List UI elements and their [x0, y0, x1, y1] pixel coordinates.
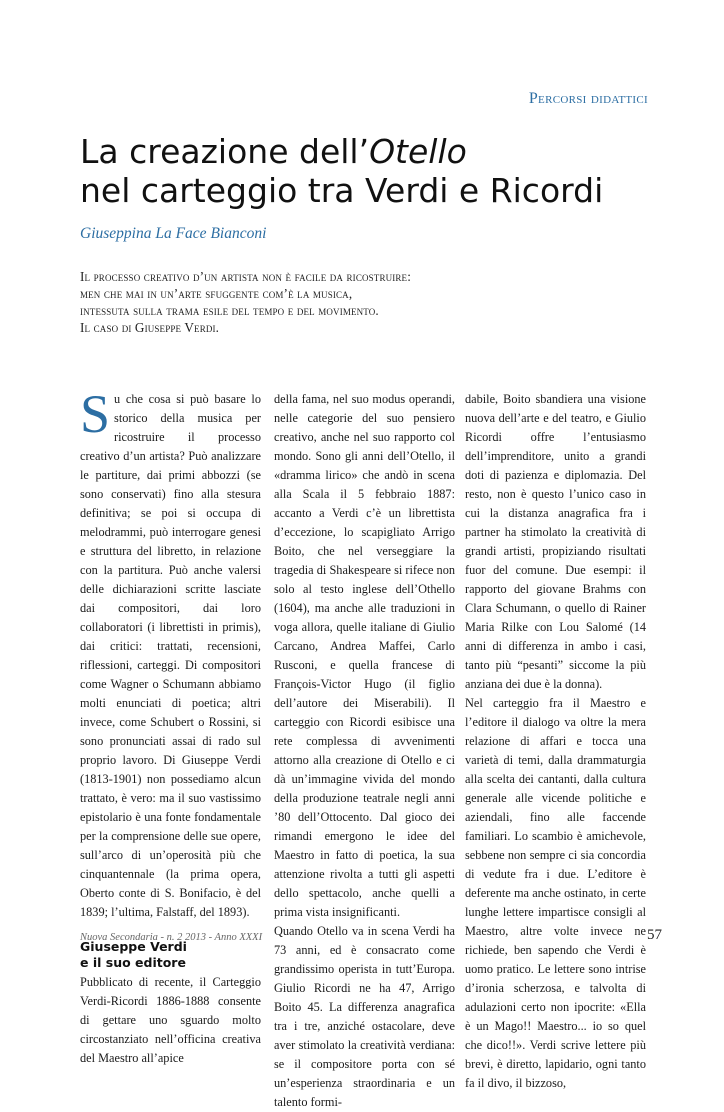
abstract — [80, 268, 480, 336]
author-name: Giuseppina La Face Bianconi — [80, 225, 267, 242]
abstract-line: Il processo creativo d’un artista non è facile da ricostruire: — [80, 269, 412, 284]
title-line1-italic: Otello — [369, 132, 467, 171]
paragraph — [80, 384, 261, 922]
section-heading-line: e il suo editore — [80, 955, 186, 970]
abstract-line: Il caso di Giuseppe Verdi. — [80, 320, 220, 335]
paragraph-text: u che cosa si può basare lo storico della musica per ricostruire il processo creativo d’un artista? Può analizzare le partiture, dai primi abbozzi (se sono conservati) fino alla stesura definitiva; se poi si occupa di melodrammi, può interrogare genesi e struttura del libretto, in relazione con la partitura. Può anche valersi delle dichiarazioni scritte lasciate dai compositori, dai loro collaboratori (i librettisti in primis), dai critici: trattati, recensioni, riflessioni, carteggi. Di compositori come Wagner o Schumann abbiamo molti enunciati di poetica; altri invece, come Schubert o Rossini, si sono pronunciati assai di rado sul proprio lavoro. Di Giuseppe Verdi (1813-1901) non possediamo alcun trattato, è vero: ma il suo vastissimo epistolario è una fonte fondamentale per la comprensione delle sue opere, sull’arco di un’operosità più che cinquantennale (la prima opera, Oberto conte di S. Bonifacio, è del 1839; l’ultima, Falstaff, del 1893). — [80, 392, 261, 919]
body-column-2 — [274, 390, 455, 1112]
journal-footer: Nuova Secondaria - n. 2 2013 - Anno XXXI — [80, 932, 263, 943]
page-number: 57 — [647, 927, 662, 943]
paragraph: Quando Otello va in scena Verdi ha 73 anni, ed è consacrato come grandissimo operista in tutt’Europa. Giulio Ricordi ne ha 47, Arrigo Boito 45. La differenza anagrafica tra i tre, anziché ostacolare, deve aver stimolato la creatività verdiana: se il compositore porta con sé un’esperienza straordinaria e un talento formi- — [274, 924, 455, 1109]
abstract-line: men che mai in un’arte sfuggente com’è la musica, — [80, 286, 353, 301]
abstract-line: intessuta sulla trama esile del tempo e del movimento. — [80, 303, 379, 318]
drop-cap: S — [80, 384, 111, 444]
body-column-1 — [80, 384, 261, 1068]
paragraph: della fama, nel suo modus operandi, nelle categorie del suo pensiero creativo, anche nel suo rapporto col mondo. Sono gli anni dell’Otello, il «dramma lirico» che andò in scena alla Scala il 5 febbraio 1887: accanto a Verdi c’è un librettista d’eccezione, lo scapigliato Arrigo Boito, che nel verseggiare la tragedia di Shakespeare si rifece non solo al testo inglese dell’Othello (1604), ma anche alle traduzioni in voga allora, quelle italiane di Giulio Carcano, Andrea Maffei, Carlo Rusconi, e quella francese di François-Victor Hugo (il figlio dell’autore dei Miserabili). Il carteggio con Ricordi esibisce una rete complessa di avvenimenti attorno alla creazione di Otello e ci dà un’immagine vivida del mondo della produzione teatrale negli anni ’80 dell’Ottocento. Dal gioco dei rimandi emergono le idee del Maestro in fatto di poetica, la sua attenzione rivolta a tutti gli aspetti dello spettacolo, anche quelli a prima vista insignificanti. — [274, 392, 455, 919]
paragraph: Nel carteggio fra il Maestro e l’editore il dialogo va oltre la mera relazione di affari e tocca una varietà di temi, dalla drammaturgia alla scelta dei cantanti, dalla cultura generale alle vicende politiche e aziendali, fino alle faccende familiari. Lo scambio è amichevole, sebbene non sempre ci sia concordia di vedute fra i due. L’editore è deferente ma anche ostinato, in certe lunghe lettere impartisce consigli al Maestro, altre volte invece ne richiede, ben sapendo che Verdi è uomo pratico. Le lettere sono intrise d’ironia scherzosa, e talvolta di adulazioni certo non ipocrite: «Ella è un Mago!! Maestro... io so quel che dico!!». Verdi scrive lettere più brevi, è diretto, lapidario, ogni tanto fa il divo, il bizzoso, — [465, 696, 646, 1090]
title-line1-roman: La creazione dell’ — [80, 132, 370, 171]
section-heading — [80, 939, 261, 971]
title-line2: nel carteggio tra Verdi e Ricordi — [80, 171, 604, 210]
article-title — [80, 132, 660, 210]
paragraph: Pubblicato di recente, il Carteggio Verdi-Ricordi 1886-1888 consente di gettare uno sguardo molto circostanziato nell’officina creativa del Maestro all’apice — [80, 975, 261, 1065]
body-column-3 — [465, 390, 646, 1093]
section-label: Percorsi didattici — [528, 90, 648, 107]
section-heading-line: Giuseppe Verdi — [80, 939, 187, 954]
paragraph: dabile, Boito sbandiera una visione nuova dell’arte e del teatro, e Giulio Ricordi offre l’entusiasmo dell’imprenditore, unito a grandi doti di pazienza e diplomazia. Del resto, non è questo l’unico caso in cui la distanza anagrafica fra i partner ha stimolato la creatività di grandi artisti, propiziando risultati fuor del comune. Due esempi: il rapporto del giovane Brahms con Clara Schumann, o quello di Rainer Maria Rilke con Lou Salomé (14 anni di differenza in ambo i casi, tanto più “pesanti” siccome la più anziana dei due è la donna). — [465, 392, 646, 691]
